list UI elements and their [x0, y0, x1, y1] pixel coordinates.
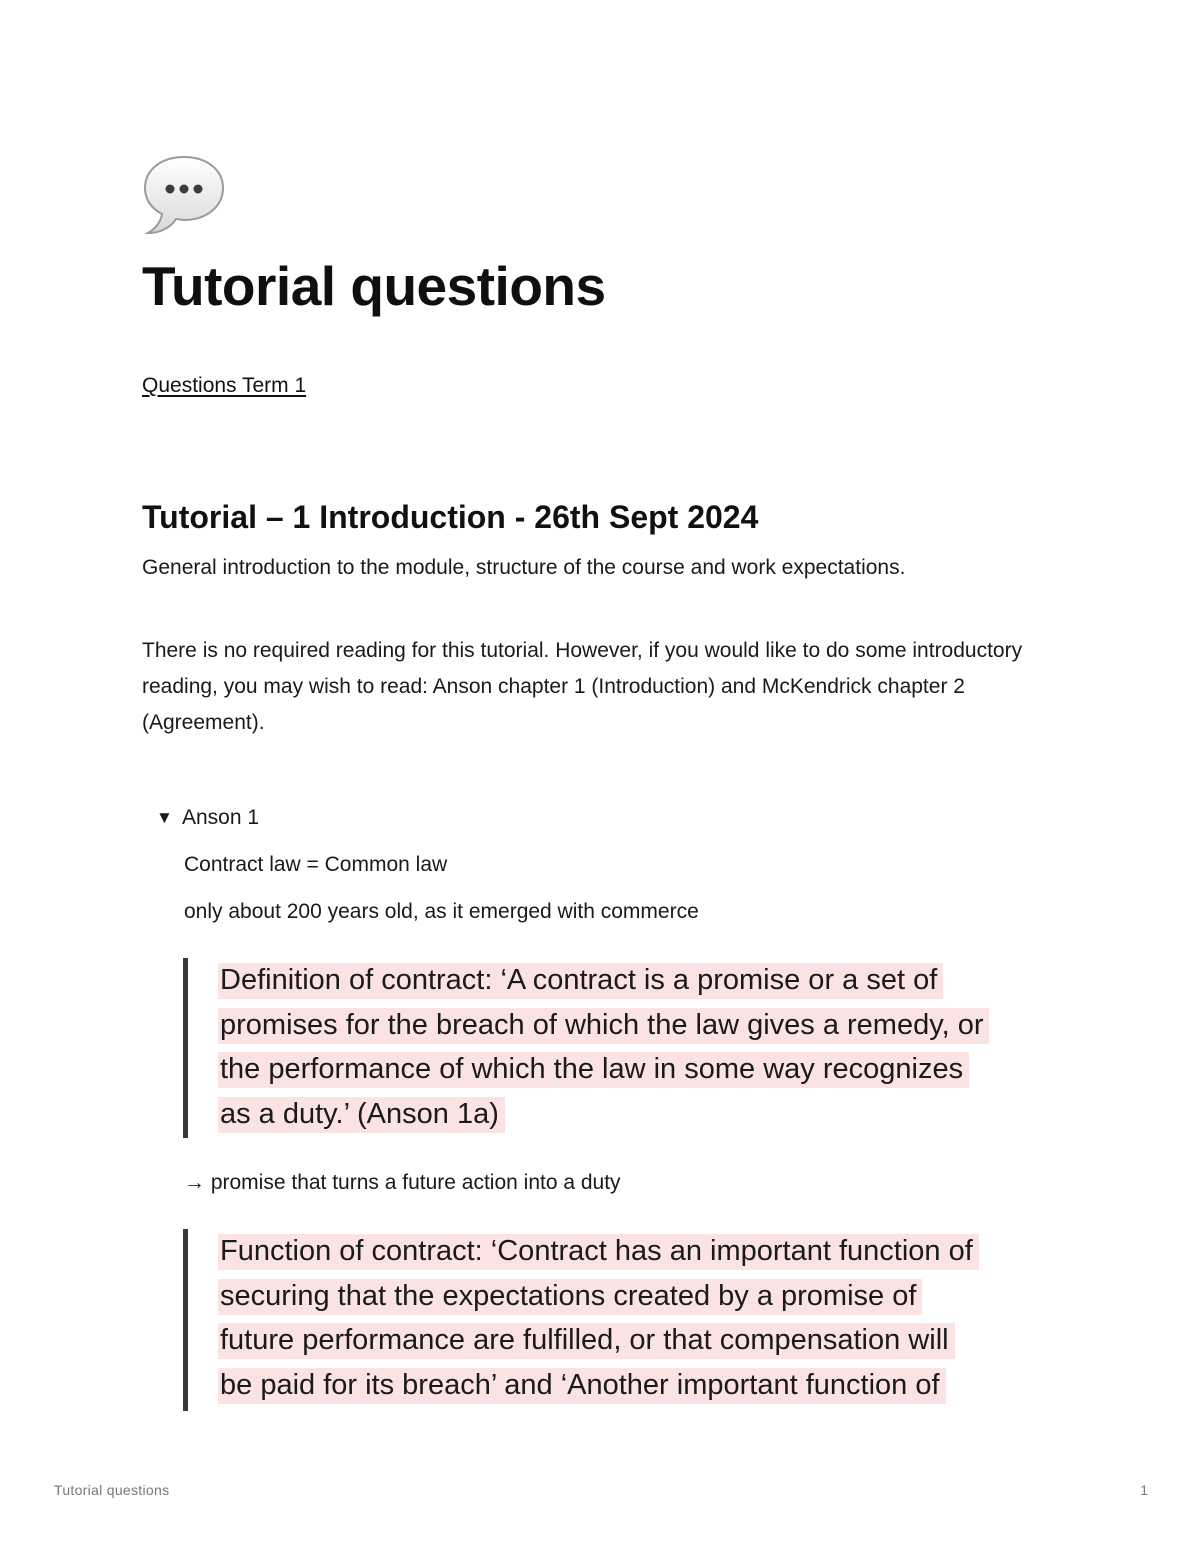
toggle-label: Anson 1: [182, 806, 260, 829]
quote-line: Function of contract: ‘Contract has an important function of: [218, 1234, 979, 1270]
quote-line: the performance of which the law in some way recognizes: [218, 1052, 969, 1088]
quote-line: Definition of contract: ‘A contract is a promise or a set of: [218, 963, 943, 999]
quote-line: future performance are fulfilled, or that compensation will: [218, 1323, 955, 1359]
note-line: Contract law = Common law: [184, 853, 448, 876]
intro-paragraph: General introduction to the module, structure of the course and work expectations.: [142, 556, 906, 579]
quote-line: promises for the breach of which the law gives a remedy, or: [218, 1008, 989, 1044]
function-quote: [183, 1229, 1073, 1411]
arrow-note-line: → promise that turns a future action into a duty: [184, 1171, 621, 1194]
speech-balloon-icon: [142, 153, 226, 237]
footer-title: Tutorial questions: [54, 1482, 170, 1498]
toggle-anson-1[interactable]: [156, 801, 259, 835]
questions-term-link[interactable]: Questions Term 1: [142, 374, 307, 397]
triangle-down-icon[interactable]: ▼: [156, 808, 173, 827]
quote-line: as a duty.’ (Anson 1a): [218, 1097, 505, 1133]
page-title: Tutorial questions: [142, 255, 606, 317]
quote-line: be paid for its breach’ and ‘Another important function of: [218, 1368, 946, 1404]
definition-quote: [183, 958, 1073, 1138]
tutorial-heading: Tutorial – 1 Introduction - 26th Sept 2024: [142, 499, 759, 535]
reading-paragraph: There is no required reading for this tutorial. However, if you would like to do some introductory reading, you may wish to read: Anson chapter 1 (Introduction) and McKendrick chapter 2 (Agreement).: [142, 639, 1023, 734]
quote-line: securing that the expectations created by a promise of: [218, 1279, 922, 1315]
footer-page-number: 1: [1140, 1482, 1148, 1498]
note-line: only about 200 years old, as it emerged with commerce: [184, 900, 699, 923]
